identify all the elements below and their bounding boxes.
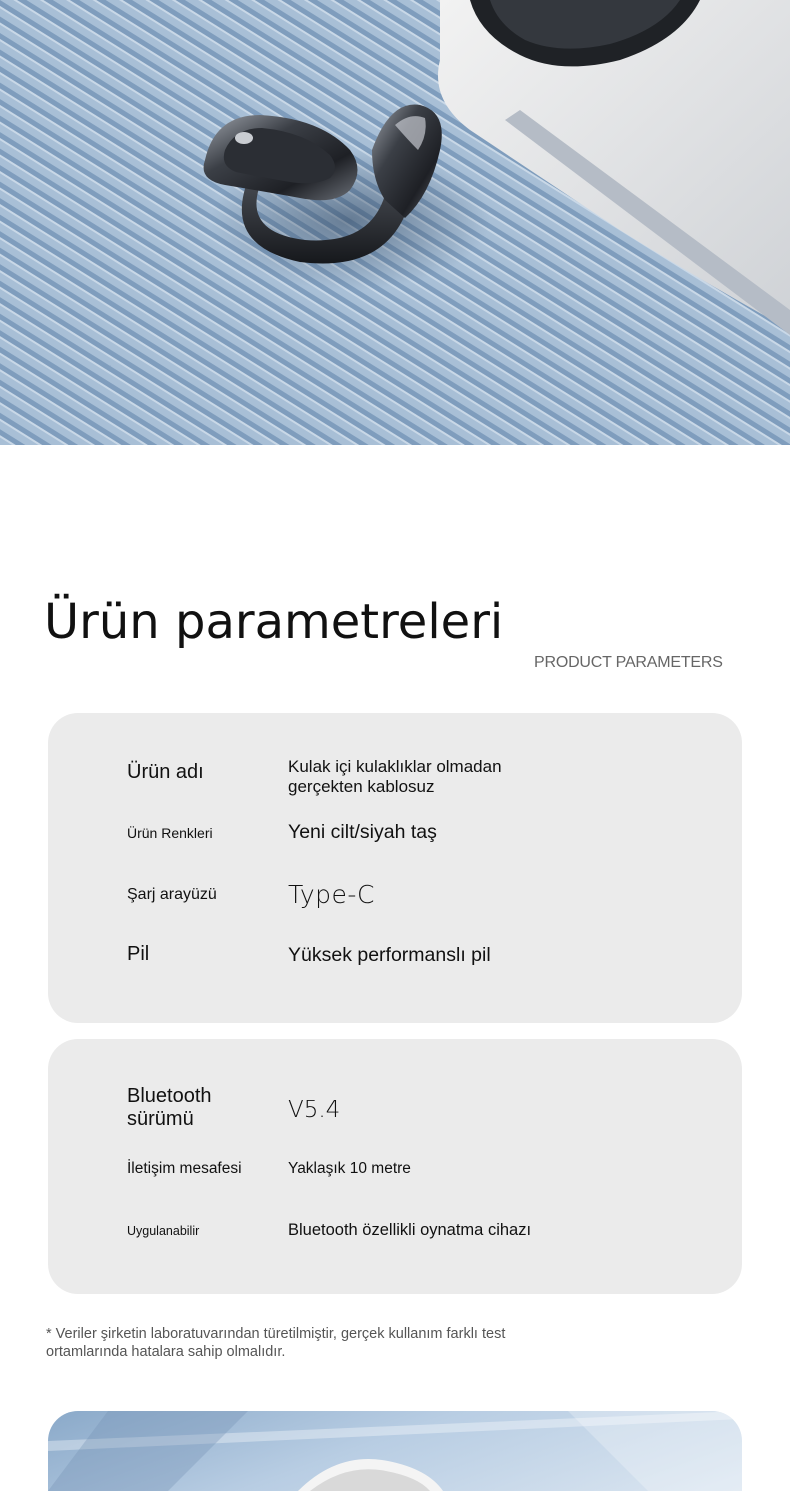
footnote-line: * Veriler şirketin laboratuvarından türetilmiştir, gerçek kullanım farklı test xyxy=(46,1326,506,1342)
param-value: Type-C xyxy=(288,880,375,909)
param-label: Pil xyxy=(127,943,150,965)
footnote-line: ortamlarında hatalara sahip olmalıdır. xyxy=(46,1344,286,1360)
param-label: Ürün adı xyxy=(127,761,204,783)
param-label-line: Bluetooth xyxy=(127,1085,212,1107)
parameters-card-2 xyxy=(48,1039,742,1294)
param-value: Yüksek performanslı pil xyxy=(288,944,491,966)
param-label xyxy=(127,1085,212,1131)
param-label: İletişim mesafesi xyxy=(127,1160,242,1177)
bottom-product-image xyxy=(48,1411,742,1491)
param-label: Ürün Renkleri xyxy=(127,825,213,841)
param-label: Şarj arayüzü xyxy=(127,886,217,903)
param-label-line: sürümü xyxy=(127,1108,194,1130)
section-subtitle: PRODUCT PARAMETERS xyxy=(534,654,723,671)
param-value: Yeni cilt/siyah taş xyxy=(288,821,437,843)
param-value: Yaklaşık 10 metre xyxy=(288,1160,411,1177)
case-illustration xyxy=(48,1411,742,1491)
param-label: Uygulanabilir xyxy=(127,1224,200,1238)
param-value-line: Kulak içi kulaklıklar olmadan xyxy=(288,757,502,776)
earbud-illustration xyxy=(0,0,790,445)
param-value: Bluetooth özellikli oynatma cihazı xyxy=(288,1221,532,1239)
section-title: Ürün parametreleri xyxy=(44,594,504,650)
footnote xyxy=(46,1325,586,1361)
param-value: V5.4 xyxy=(288,1097,341,1123)
hero-product-image xyxy=(0,0,790,445)
param-value xyxy=(288,757,502,797)
param-value-line: gerçekten kablosuz xyxy=(288,777,435,796)
parameters-card-1 xyxy=(48,713,742,1023)
